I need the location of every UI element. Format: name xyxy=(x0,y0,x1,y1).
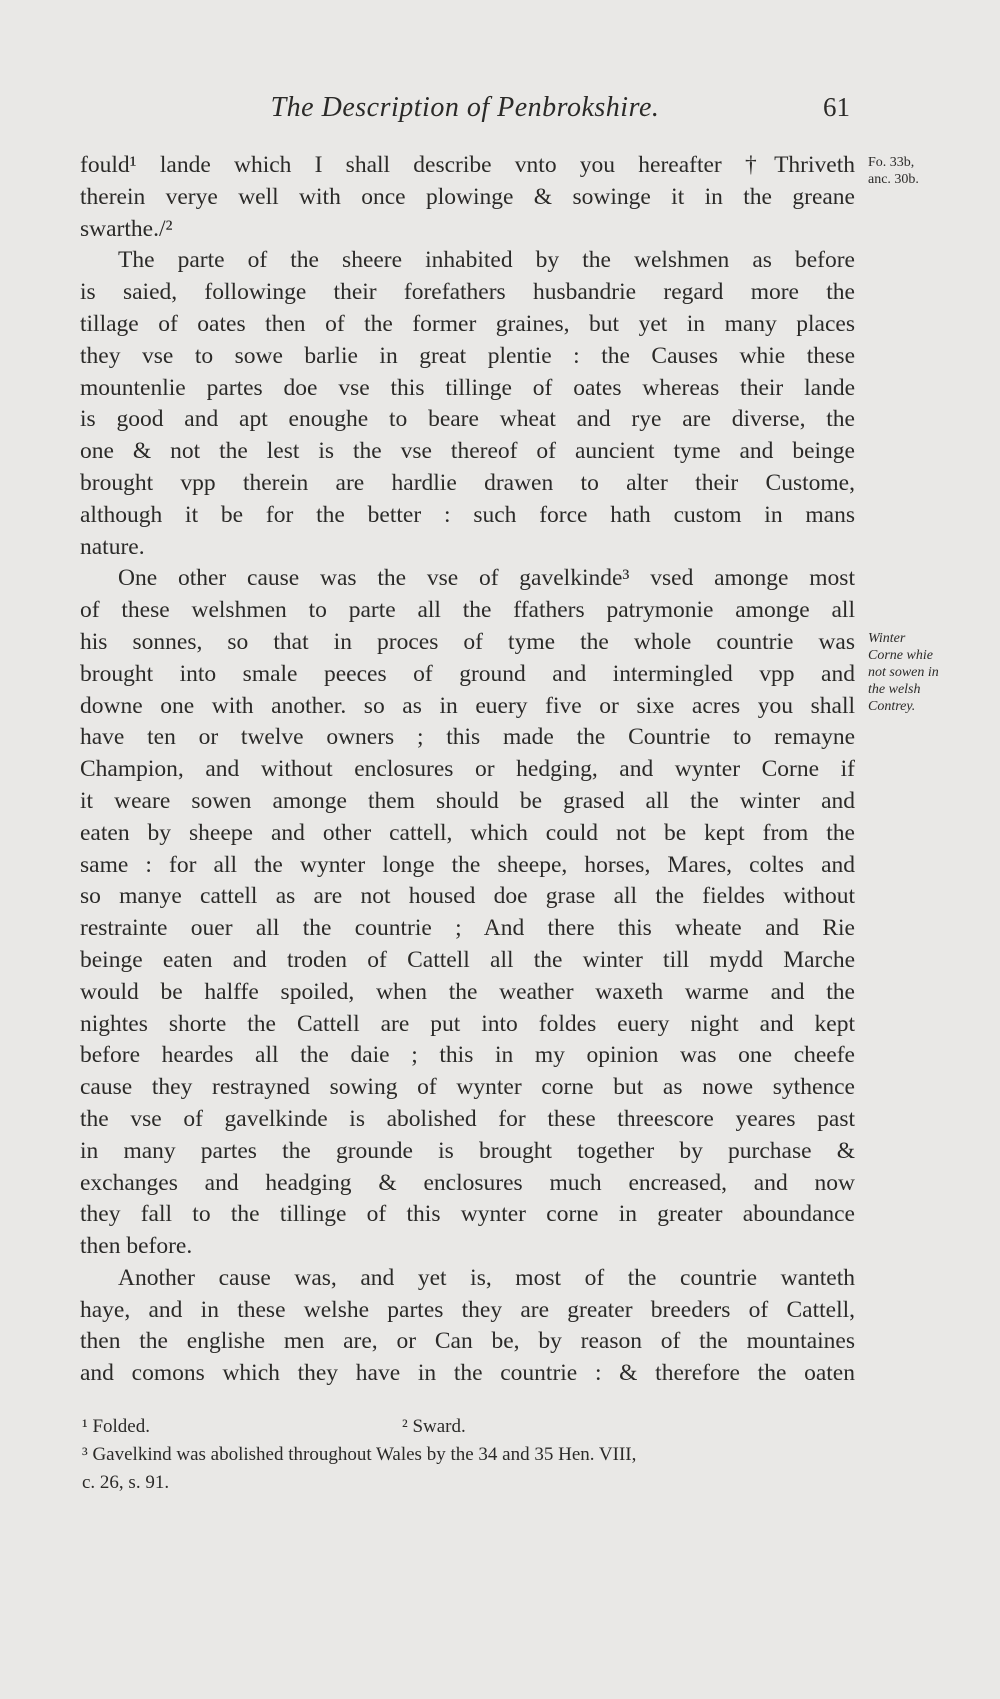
text-line: his sonnes, so that in proces of tyme the whole countrie was xyxy=(80,628,855,655)
text-line: would be halffe spoiled, when the weather waxeth warme and the xyxy=(80,978,855,1005)
text-line: restrainte ouer all the countrie ; And there this wheate and Rie xyxy=(80,915,855,942)
paragraph-start: The parte of the sheere inhabited by the welshmen as before xyxy=(118,247,855,274)
text-line: one & not the lest is the vse thereof of auncient tyme and beinge xyxy=(80,438,855,465)
page-header xyxy=(80,92,850,132)
text-line: nature. xyxy=(80,533,145,560)
text-line: in many partes the grounde is brought together by purchase & xyxy=(80,1137,855,1164)
text-line: fould¹ lande which I shall describe vnto you hereafter †Thriveth xyxy=(80,152,855,178)
text-line: swarthe./² xyxy=(80,215,173,242)
paragraph-start: Another cause was, and yet is, most of the countrie wanteth xyxy=(118,1264,855,1291)
footnote-2: ² Sward. xyxy=(402,1416,466,1437)
text-line: cause they restrayned sowing of wynter corne but as nowe sythence xyxy=(80,1074,855,1101)
text-line: is saied, followinge their forefathers husbandrie regard more the xyxy=(80,279,855,306)
text-line: haye, and in these welshe partes they are greater breeders of Cattell, xyxy=(80,1296,855,1323)
footnotes xyxy=(82,1413,862,1497)
marginal-line: Corne whie xyxy=(868,648,933,663)
folio-reference xyxy=(868,154,919,188)
text-line: have ten or twelve owners ; this made the Countrie to remayne xyxy=(80,724,855,751)
text-line: eaten by sheepe and other cattell, which could not be kept from the xyxy=(80,819,855,846)
text-line: tillage of oates then of the former graines, but yet in many places xyxy=(80,310,855,337)
text-line: brought vpp therein are hardlie drawen to alter their Custome, xyxy=(80,469,855,496)
text-line: although it be for the better : such force hath custom in mans xyxy=(80,501,855,528)
text-line: therein verye well with once plowinge & sowinge it in the greane xyxy=(80,183,855,210)
text-line: they fall to the tillinge of this wynter corne in greater aboundance xyxy=(80,1201,855,1228)
marginal-line: Winter xyxy=(868,631,906,646)
main-text xyxy=(80,150,855,1390)
text-line: downe one with another. so as in euery five or sixe acres you shall xyxy=(80,692,855,719)
text-line: it weare sowen amonge them should be grased all the winter and xyxy=(80,787,855,814)
text-line: nightes shorte the Cattell are put into foldes euery night and kept xyxy=(80,1010,855,1037)
text-line: brought into smale peeces of ground and intermingled vpp and xyxy=(80,660,855,687)
text-line: and comons which they have in the countrie : & therefore the oaten xyxy=(80,1360,855,1387)
text-line: same : for all the wynter longe the sheepe, horses, Mares, coltes and xyxy=(80,851,855,878)
text-line: then before. xyxy=(80,1233,193,1260)
text-line: then the englishe men are, or Can be, by reason of the mountaines xyxy=(80,1328,855,1355)
page-number: 61 xyxy=(823,92,850,122)
text-line: of these welshmen to parte all the ffathers patrymonie amonge all xyxy=(80,597,855,624)
paragraph-start: One other cause was the vse of gavelkinde³ vsed amonge most xyxy=(118,565,855,592)
folio-line: Fo. 33b, xyxy=(868,155,915,170)
text-line: so manye cattell as are not housed doe grase all the fieldes without xyxy=(80,883,855,910)
text-line: beinge eaten and troden of Cattell all the winter till mydd Marche xyxy=(80,946,855,973)
text-line: is good and apt enoughe to beare wheat and rye are diverse, the xyxy=(80,406,855,433)
text-line: mountenlie partes doe vse this tillinge of oates whereas their lande xyxy=(80,374,855,401)
marginal-line: the welsh xyxy=(868,682,921,697)
folio-line: anc. 30b. xyxy=(868,172,919,187)
text-line: before heardes all the daie ; this in my opinion was one cheefe xyxy=(80,1042,855,1069)
marginal-line: Contrey. xyxy=(868,699,916,714)
footnote-3: ³ Gavelkind was abolished throughout Wales by the 34 and 35 Hen. VIII, xyxy=(82,1444,637,1465)
footnote-3-continued: c. 26, s. 91. xyxy=(82,1472,170,1493)
text-line: the vse of gavelkinde is abolished for these threescore yeares past xyxy=(80,1105,855,1132)
footnote-1: ¹ Folded. xyxy=(82,1416,150,1437)
running-title: The Description of Penbrokshire. xyxy=(270,92,660,123)
marginal-line: not sowen in xyxy=(868,665,939,680)
text-line: they vse to sowe barlie in great plentie : the Causes whie these xyxy=(80,342,855,369)
text-line: exchanges and headging & enclosures much encreased, and now xyxy=(80,1169,855,1196)
text-line: Champion, and without enclosures or hedging, and wynter Corne if xyxy=(80,756,855,783)
marginal-note xyxy=(868,630,939,715)
